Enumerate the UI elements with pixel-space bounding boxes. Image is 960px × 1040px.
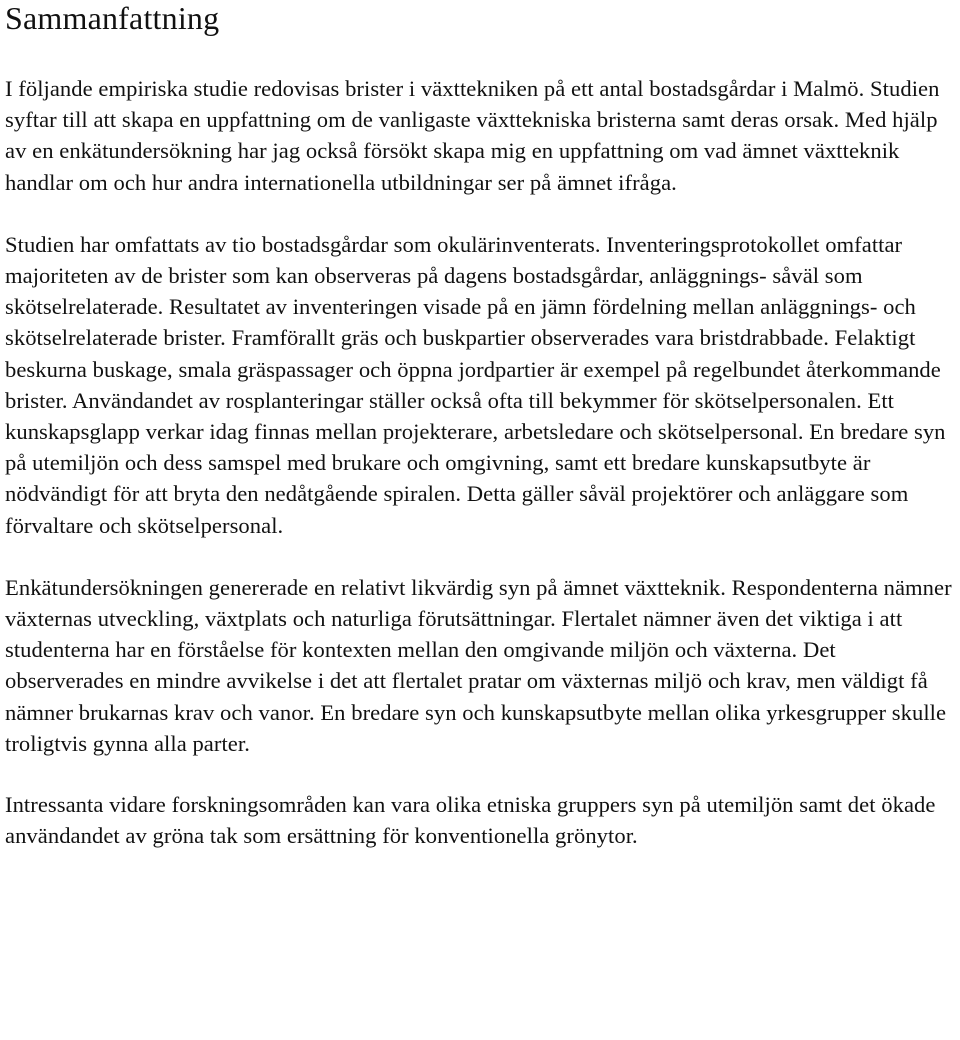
- paragraph-survey: Enkätundersökningen genererade en relativt likvärdig syn på ämnet växtteknik. Respondenterna nämner växternas utveckling, växtplats och naturliga förutsättningar. Flertalet nämner även det viktiga i att studenterna har en förståelse för kontexten mellan den omgivande miljön och växterna. Det observerades en mindre avvikelse i det att flertalet pratar om växternas miljö och krav, men väldigt få nämner brukarnas krav och vanor. En bredare syn och kunskapsutbyte mellan olika yrkesgrupper skulle troligtvis gynna alla parter.: [5, 574, 952, 756]
- document-page: [5, 0, 955, 851]
- page-title: Sammanfattning: [5, 0, 220, 36]
- paragraph-inventory: Studien har omfattats av tio bostadsgårdar som okulärinventerats. Inventeringsprotokollet omfattar majoriteten av de brister som kan observeras på dagens bostadsgårdar, anläggnings- såväl som skötselrelaterade. Resultatet av inventeringen visade på en jämn fördelning mellan anläggnings- och skötselrelaterade brister. Framförallt gräs och buskpartier observerades vara bristdrabbade. Felaktigt beskurna buskage, smala gräspassager och öppna jordpartier är exempel på regelbundet återkommande brister. Användandet av rosplanteringar ställer också ofta till bekymmer för skötselpersonalen. Ett kunskapsglapp verkar idag finnas mellan projekterare, arbetsledare och skötselpersonal. En bredare syn på utemiljön och dess samspel med brukare och omgivning, samt ett bredare kunskapsutbyte är nödvändigt för att bryta den nedåtgående spiralen. Detta gäller såväl projektörer och anläggare som förvaltare och skötselpersonal.: [5, 231, 946, 538]
- paragraph-future-research: Intressanta vidare forskningsområden kan vara olika etniska gruppers syn på utemiljön samt det ökade användandet av gröna tak som ersättning för konventionella grönytor.: [5, 792, 936, 849]
- paragraph-intro: I följande empiriska studie redovisas brister i växttekniken på ett antal bostadsgårdar i Malmö. Studien syftar till att skapa en uppfattning om de vanligaste växttekniska bristerna samt deras orsak. Med hjälp av en enkätundersökning har jag också försökt skapa mig en uppfattning om vad ämnet växtteknik handlar om och hur andra internationella utbildningar ser på ämnet ifråga.: [5, 76, 940, 195]
